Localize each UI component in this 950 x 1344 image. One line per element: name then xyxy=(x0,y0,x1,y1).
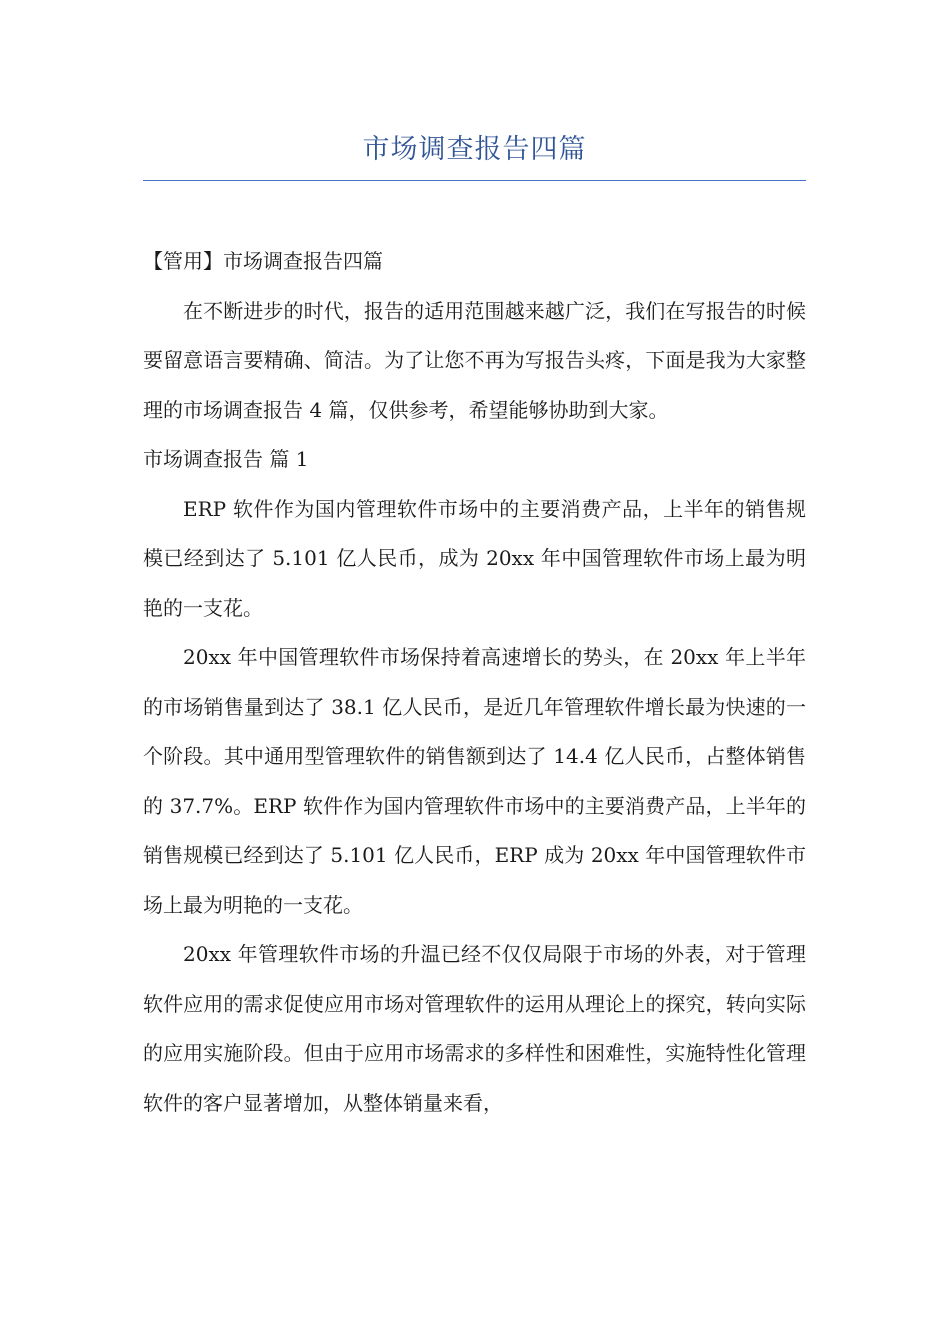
title-underline xyxy=(143,180,806,181)
body-paragraph: 20xx 年中国管理软件市场保持着高速增长的势头，在 20xx 年上半年的市场销售量到达了 38.1 亿人民币，是近几年管理软件增长最为快速的一个阶段。其中通用型管理软件的销售额到达了 14.4 亿人民币，占整体销售的 37.7%。ERP 软件作为国内管理软件市场中的主要消费产品，上半年的销售规模已经到达了 5.101 亿人民币，ERP 成为 20xx 年中国管理软件市场上最为明艳的一支花。 xyxy=(143,645,806,917)
section-heading: 市场调查报告 篇 1 xyxy=(143,447,309,471)
subtitle-line: 【管用】市场调查报告四篇 xyxy=(143,249,383,273)
body-paragraph: ERP 软件作为国内管理软件市场中的主要消费产品，上半年的销售规模已经到达了 5.101 亿人民币，成为 20xx 年中国管理软件市场上最为明艳的一支花。 xyxy=(143,496,806,620)
intro-paragraph: 在不断进步的时代，报告的适用范围越来越广泛，我们在写报告的时候要留意语言要精确、简洁。为了让您不再为写报告头疼，下面是我为大家整理的市场调查报告 4 篇，仅供参考，希望能够协助到大家。 xyxy=(143,298,806,422)
document-title: 市场调查报告四篇 xyxy=(362,134,587,165)
document-body xyxy=(143,237,806,1128)
body-paragraph: 20xx 年管理软件市场的升温已经不仅仅局限于市场的外表，对于管理软件应用的需求促使应用市场对管理软件的运用从理论上的探究，转向实际的应用实施阶段。但由于应用市场需求的多样性和困难性，实施特性化管理软件的客户显著增加，从整体销量来看， xyxy=(143,942,806,1115)
